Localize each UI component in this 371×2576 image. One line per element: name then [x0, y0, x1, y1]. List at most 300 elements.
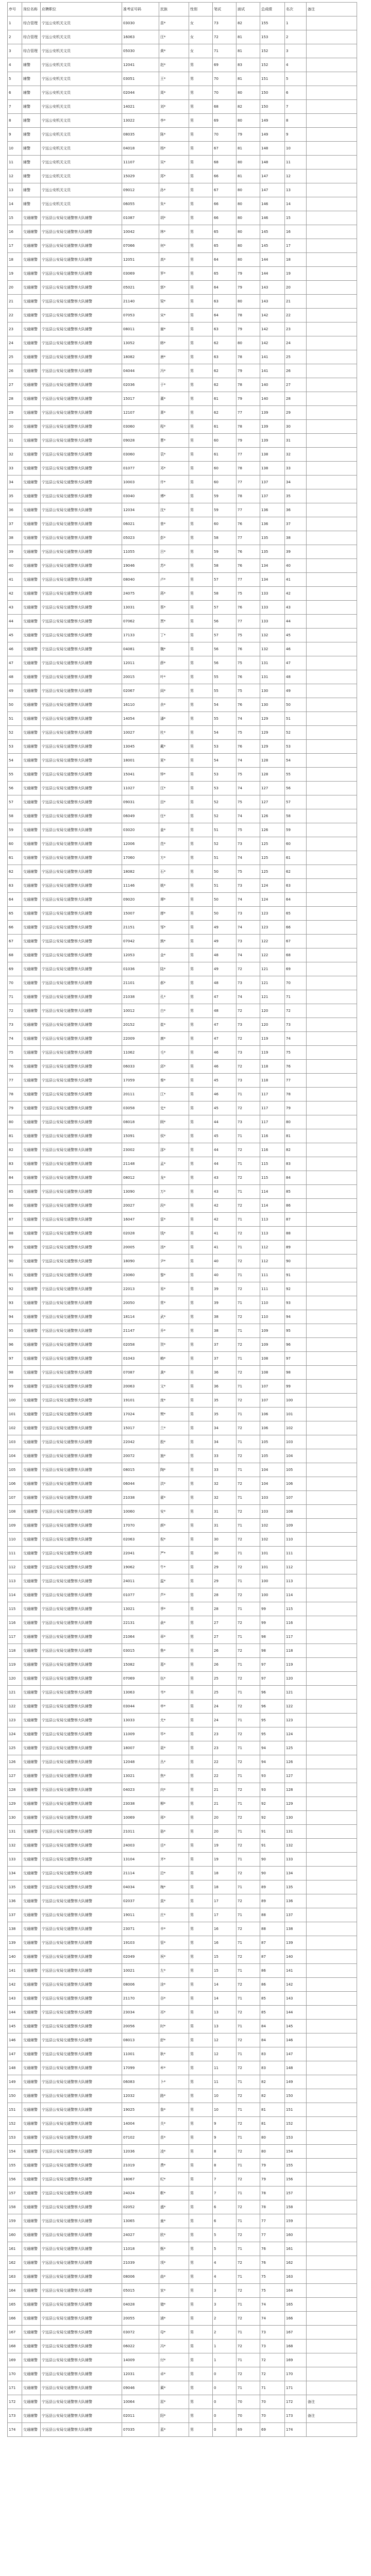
cell-total: 148: [260, 142, 285, 156]
cell-position: 宁远县公安局交通警察大队辅警: [41, 1338, 122, 1352]
cell-total: 142: [260, 309, 285, 323]
cell-interview: 72: [237, 1588, 260, 1602]
cell-rank: 132: [285, 1839, 307, 1853]
cell-index: 68: [8, 948, 22, 962]
cell-interview: 71: [237, 2047, 260, 2061]
cell-exam-number: 23002: [122, 1143, 159, 1157]
cell-post: 交通辅警: [22, 629, 41, 642]
table-row: [8, 170, 357, 183]
cell-ethnicity: 戴*: [159, 740, 189, 754]
cell-rank: 142: [285, 1978, 307, 1992]
cell-interview: 72: [237, 2173, 260, 2187]
cell-post: 交通辅警: [22, 1255, 41, 1268]
cell-ethnicity: 安*: [159, 1505, 189, 1519]
cell-gender: 男: [189, 1060, 213, 1074]
cell-rank: 95: [285, 1324, 307, 1338]
cell-ethnicity: 谢*: [159, 323, 189, 336]
table-row: [8, 1741, 357, 1755]
cell-exam-number: 08015: [122, 1463, 159, 1477]
cell-post: 交通辅警: [22, 740, 41, 754]
cell-exam-number: 24024: [122, 2187, 159, 2200]
cell-post: 交通辅警: [22, 1908, 41, 1922]
cell-interview: 71: [237, 2103, 260, 2117]
cell-index: 53: [8, 740, 22, 754]
table-row: [8, 1922, 357, 1936]
cell-interview: 71: [237, 1880, 260, 1894]
cell-rank: 101: [285, 1408, 307, 1421]
cell-index: 143: [8, 1992, 22, 2006]
cell-position: 宁远县公安局交通警察大队辅警: [41, 1686, 122, 1700]
cell-position: 宁远县公安局交通警察大队辅警: [41, 1477, 122, 1491]
cell-interview: 71: [237, 1268, 260, 1282]
cell-written: 13: [213, 2020, 237, 2033]
cell-exam-number: 21151: [122, 921, 159, 935]
cell-written: 20: [213, 1825, 237, 1839]
cell-written: 1: [213, 2340, 237, 2353]
cell-post: 交通辅警: [22, 2228, 41, 2242]
cell-position: 宁远县公安局交通警察大队辅警: [41, 2187, 122, 2200]
cell-total: 136: [260, 503, 285, 517]
cell-ethnicity: 李*: [159, 114, 189, 128]
cell-remark: [307, 976, 357, 990]
cell-interview: 72: [237, 1477, 260, 1491]
table-row: [8, 865, 357, 879]
cell-gender: 男: [189, 1602, 213, 1616]
cell-interview: 71: [237, 1185, 260, 1199]
cell-exam-number: 19011: [122, 1908, 159, 1922]
cell-remark: [307, 1797, 357, 1811]
cell-exam-number: 18067: [122, 2173, 159, 2187]
cell-position: 宁远县公安局交通警察大队辅警: [41, 1143, 122, 1157]
cell-ethnicity: 凌*: [159, 2145, 189, 2159]
table-row: [8, 211, 357, 225]
cell-rank: 108: [285, 1505, 307, 1519]
cell-written: 52: [213, 837, 237, 851]
cell-written: 46: [213, 1060, 237, 1074]
cell-position: 宁远县公安局交通警察大队辅警: [41, 545, 122, 559]
cell-post: 交通辅警: [22, 1505, 41, 1519]
cell-post: 辅警: [22, 58, 41, 72]
cell-remark: [307, 1491, 357, 1505]
cell-position: 宁远县公安局交通警察大队辅警: [41, 1157, 122, 1171]
cell-remark: [307, 656, 357, 670]
cell-interview: 71: [237, 1463, 260, 1477]
cell-rank: 166: [285, 2312, 307, 2326]
cell-index: 95: [8, 1324, 22, 1338]
cell-exam-number: 08013: [122, 2033, 159, 2047]
cell-total: 79: [260, 2159, 285, 2173]
cell-total: 146: [260, 211, 285, 225]
cell-index: 120: [8, 1672, 22, 1686]
cell-written: 8: [213, 2159, 237, 2173]
cell-position: 宁远县公安局交通警察大队辅警: [41, 2340, 122, 2353]
cell-interview: 71: [237, 1435, 260, 1449]
cell-exam-number: 20111: [122, 1088, 159, 1101]
cell-exam-number: 07066: [122, 239, 159, 253]
cell-exam-number: 12036: [122, 2145, 159, 2159]
cell-written: 69: [213, 114, 237, 128]
cell-rank: 18: [285, 253, 307, 267]
cell-rank: 156: [285, 2173, 307, 2187]
cell-remark: [307, 879, 357, 893]
cell-total: 75: [260, 2284, 285, 2298]
cell-total: 131: [260, 656, 285, 670]
table-row: [8, 2284, 357, 2298]
cell-total: 111: [260, 1282, 285, 1296]
cell-post: 交通辅警: [22, 1018, 41, 1032]
cell-interview: 77: [237, 615, 260, 629]
cell-total: 73: [260, 2326, 285, 2340]
cell-written: 53: [213, 768, 237, 782]
cell-written: 42: [213, 1199, 237, 1213]
cell-ethnicity: 何*: [159, 239, 189, 253]
cell-rank: 138: [285, 1922, 307, 1936]
cell-position: 宁远公安机关文员: [41, 156, 122, 170]
cell-post: 交通辅警: [22, 2340, 41, 2353]
cell-remark: [307, 1394, 357, 1408]
cell-exam-number: 06021: [122, 517, 159, 531]
cell-written: 31: [213, 1519, 237, 1533]
cell-written: 29: [213, 1574, 237, 1588]
cell-interview: 72: [237, 2340, 260, 2353]
cell-gender: 男: [189, 462, 213, 476]
cell-gender: 男: [189, 712, 213, 726]
cell-position: 宁远县公安局交通警察大队辅警: [41, 239, 122, 253]
cell-gender: 男: [189, 851, 213, 865]
table-row: [8, 392, 357, 406]
cell-interview: 76: [237, 601, 260, 615]
cell-exam-number: 01087: [122, 211, 159, 225]
cell-rank: 124: [285, 1727, 307, 1741]
cell-rank: 131: [285, 1825, 307, 1839]
cell-remark: [307, 1310, 357, 1324]
cell-ethnicity: 郝*: [159, 976, 189, 990]
cell-gender: 男: [189, 907, 213, 921]
cell-position: 宁远县公安局交通警察大队辅警: [41, 1922, 122, 1936]
cell-exam-number: 03072: [122, 2326, 159, 2340]
cell-position: 宁远县公安局交通警察大队辅警: [41, 1129, 122, 1143]
cell-gender: 男: [189, 1992, 213, 2006]
cell-gender: 男: [189, 2409, 213, 2423]
cell-index: 73: [8, 1018, 22, 1032]
cell-ethnicity: 邵*: [159, 1143, 189, 1157]
cell-exam-number: 08012: [122, 1171, 159, 1185]
cell-exam-number: 17059: [122, 1074, 159, 1088]
cell-written: 65: [213, 239, 237, 253]
cell-rank: 42: [285, 587, 307, 601]
cell-gender: 男: [189, 670, 213, 684]
cell-total: 113: [260, 1213, 285, 1227]
cell-rank: 149: [285, 2075, 307, 2089]
cell-rank: 57: [285, 795, 307, 809]
cell-post: 交通辅警: [22, 392, 41, 406]
cell-written: 22: [213, 1755, 237, 1769]
cell-exam-number: 23038: [122, 1797, 159, 1811]
cell-interview: 72: [237, 2006, 260, 2020]
cell-exam-number: 02049: [122, 1950, 159, 1964]
cell-index: 41: [8, 573, 22, 587]
cell-rank: 162: [285, 2256, 307, 2270]
cell-rank: 61: [285, 851, 307, 865]
cell-index: 151: [8, 2103, 22, 2117]
cell-index: 126: [8, 1755, 22, 1769]
cell-position: 宁远县公安局交通警察大队辅警: [41, 2006, 122, 2020]
cell-written: 2: [213, 2326, 237, 2340]
cell-ethnicity: 谭*: [159, 893, 189, 907]
cell-total: 93: [260, 1769, 285, 1783]
cell-rank: 68: [285, 948, 307, 962]
cell-ethnicity: 管*: [159, 1936, 189, 1950]
cell-remark: [307, 726, 357, 740]
cell-gender: 男: [189, 809, 213, 823]
cell-written: 51: [213, 823, 237, 837]
cell-interview: 80: [237, 253, 260, 267]
cell-index: 142: [8, 1978, 22, 1992]
cell-position: 宁远县公安局交通警察大队辅警: [41, 225, 122, 239]
cell-total: 108: [260, 1366, 285, 1380]
table-row: [8, 1992, 357, 2006]
cell-ethnicity: 汪*: [159, 30, 189, 44]
cell-total: 117: [260, 1115, 285, 1129]
cell-position: 宁远县公安局交通警察大队辅警: [41, 1616, 122, 1630]
cell-index: 50: [8, 698, 22, 712]
cell-post: 交通辅警: [22, 2326, 41, 2340]
cell-gender: 男: [189, 1519, 213, 1533]
cell-post: 交通辅警: [22, 809, 41, 823]
cell-remark: [307, 1644, 357, 1658]
cell-index: 82: [8, 1143, 22, 1157]
cell-index: 20: [8, 281, 22, 295]
cell-exam-number: 04044: [122, 364, 159, 378]
cell-remark: [307, 2020, 357, 2033]
cell-exam-number: 08006: [122, 2270, 159, 2284]
table-row: [8, 754, 357, 768]
cell-post: 交通辅警: [22, 489, 41, 503]
cell-post: 交通辅警: [22, 1547, 41, 1561]
cell-exam-number: 07087: [122, 1366, 159, 1380]
cell-post: 交通辅警: [22, 2409, 41, 2423]
cell-written: 31: [213, 1505, 237, 1519]
cell-post: 辅警: [22, 183, 41, 197]
cell-exam-number: 04034: [122, 1880, 159, 1894]
cell-ethnicity: 樊*: [159, 1408, 189, 1421]
cell-index: 157: [8, 2187, 22, 2200]
cell-position: 宁远县公安局交通警察大队辅警: [41, 962, 122, 976]
table-row: [8, 2089, 357, 2103]
cell-gender: 男: [189, 267, 213, 281]
cell-rank: 45: [285, 629, 307, 642]
cell-gender: 男: [189, 1616, 213, 1630]
cell-rank: 41: [285, 573, 307, 587]
cell-gender: 男: [189, 2117, 213, 2131]
cell-post: 辅警: [22, 142, 41, 156]
cell-index: 156: [8, 2173, 22, 2187]
cell-written: 70: [213, 128, 237, 142]
table-row: [8, 72, 357, 86]
cell-index: 7: [8, 100, 22, 114]
cell-rank: 168: [285, 2340, 307, 2353]
cell-index: 170: [8, 2367, 22, 2381]
cell-exam-number: 12053: [122, 948, 159, 962]
cell-ethnicity: 阎*: [159, 684, 189, 698]
cell-gender: 男: [189, 100, 213, 114]
cell-interview: 74: [237, 851, 260, 865]
cell-gender: 男: [189, 1199, 213, 1213]
cell-exam-number: 05023: [122, 531, 159, 545]
cell-ethnicity: 唐*: [159, 350, 189, 364]
cell-exam-number: 17060: [122, 851, 159, 865]
cell-gender: 男: [189, 2020, 213, 2033]
cell-interview: 72: [237, 2228, 260, 2242]
cell-position: 宁远县公安局交通警察大队辅警: [41, 1908, 122, 1922]
table-row: [8, 1950, 357, 1964]
cell-index: 90: [8, 1255, 22, 1268]
cell-interview: 72: [237, 1449, 260, 1463]
cell-ethnicity: 申*: [159, 1700, 189, 1714]
table-row: [8, 559, 357, 573]
cell-ethnicity: 时*: [159, 2020, 189, 2033]
cell-exam-number: 08040: [122, 573, 159, 587]
cell-ethnicity: 贾*: [159, 615, 189, 629]
table-row: [8, 253, 357, 267]
cell-position: 宁远县公安局交通警察大队辅警: [41, 2103, 122, 2117]
cell-ethnicity: 童*: [159, 2214, 189, 2228]
cell-position: 宁远县公安局交通警察大队辅警: [41, 1213, 122, 1227]
cell-position: 宁远公安机关文员: [41, 114, 122, 128]
cell-post: 交通辅警: [22, 2033, 41, 2047]
cell-index: 62: [8, 865, 22, 879]
cell-index: 103: [8, 1435, 22, 1449]
table-row: [8, 2228, 357, 2242]
cell-post: 交通辅警: [22, 2075, 41, 2089]
cell-position: 宁远县公安局交通警察大队辅警: [41, 2228, 122, 2242]
cell-post: 交通辅警: [22, 1143, 41, 1157]
cell-remark: [307, 2256, 357, 2270]
cell-rank: 12: [285, 170, 307, 183]
cell-written: 28: [213, 1588, 237, 1602]
cell-written: 16: [213, 1922, 237, 1936]
cell-interview: 75: [237, 823, 260, 837]
cell-position: 宁远县公安局交通警察大队辅警: [41, 517, 122, 531]
cell-total: 136: [260, 517, 285, 531]
cell-post: 交通辅警: [22, 476, 41, 489]
cell-ethnicity: 熊*: [159, 935, 189, 948]
cell-post: 交通辅警: [22, 698, 41, 712]
cell-rank: 15: [285, 211, 307, 225]
cell-remark: [307, 754, 357, 768]
cell-remark: [307, 1324, 357, 1338]
cell-interview: 74: [237, 921, 260, 935]
cell-written: 37: [213, 1338, 237, 1352]
cell-gender: 男: [189, 2200, 213, 2214]
cell-gender: 男: [189, 1588, 213, 1602]
cell-exam-number: 20056: [122, 2020, 159, 2033]
cell-index: 83: [8, 1157, 22, 1171]
cell-position: 宁远县公安局交通警察大队辅警: [41, 782, 122, 795]
cell-position: 宁远县公安局交通警察大队辅警: [41, 1310, 122, 1324]
cell-total: 101: [260, 1561, 285, 1574]
table-row: [8, 1324, 357, 1338]
cell-ethnicity: 邱*: [159, 1060, 189, 1074]
table-row: [8, 1616, 357, 1630]
cell-gender: 男: [189, 2312, 213, 2326]
cell-post: 交通辅警: [22, 2200, 41, 2214]
cell-interview: 73: [237, 976, 260, 990]
cell-interview: 74: [237, 712, 260, 726]
cell-interview: 73: [237, 1018, 260, 1032]
table-row: [8, 1310, 357, 1324]
cell-gender: 男: [189, 1018, 213, 1032]
cell-exam-number: 22042: [122, 1435, 159, 1449]
cell-gender: 男: [189, 1811, 213, 1825]
cell-interview: 72: [237, 1755, 260, 1769]
cell-post: 交通辅警: [22, 2089, 41, 2103]
table-row: [8, 670, 357, 684]
cell-written: 64: [213, 253, 237, 267]
cell-post: 交通辅警: [22, 948, 41, 962]
cell-written: 23: [213, 1727, 237, 1741]
cell-post: 交通辅警: [22, 1088, 41, 1101]
cell-interview: 80: [237, 336, 260, 350]
cell-position: 宁远县公安局交通警察大队辅警: [41, 1588, 122, 1602]
cell-written: 38: [213, 1310, 237, 1324]
cell-post: 交通辅警: [22, 2145, 41, 2159]
cell-written: 51: [213, 851, 237, 865]
cell-rank: 129: [285, 1797, 307, 1811]
cell-position: 宁远县公安局交通警察大队辅警: [41, 2089, 122, 2103]
cell-ethnicity: 曾*: [159, 517, 189, 531]
cell-written: 66: [213, 197, 237, 211]
cell-written: 58: [213, 531, 237, 545]
cell-post: 综合管理: [22, 16, 41, 30]
cell-index: 70: [8, 976, 22, 990]
cell-written: 23: [213, 1741, 237, 1755]
cell-total: 130: [260, 684, 285, 698]
cell-total: 91: [260, 1825, 285, 1839]
cell-position: 宁远县公安局交通警察大队辅警: [41, 476, 122, 489]
cell-rank: 159: [285, 2214, 307, 2228]
cell-total: 133: [260, 601, 285, 615]
cell-post: 交通辅警: [22, 907, 41, 921]
cell-total: 107: [260, 1380, 285, 1394]
cell-gender: 男: [189, 1241, 213, 1255]
table-row: [8, 893, 357, 907]
cell-gender: 男: [189, 976, 213, 990]
cell-index: 24: [8, 336, 22, 350]
cell-ethnicity: 钱*: [159, 1227, 189, 1241]
cell-rank: 172: [285, 2395, 307, 2409]
cell-index: 72: [8, 1004, 22, 1018]
cell-interview: 74: [237, 782, 260, 795]
cell-exam-number: 08018: [122, 1115, 159, 1129]
table-row: [8, 795, 357, 809]
cell-interview: 78: [237, 378, 260, 392]
cell-total: 148: [260, 156, 285, 170]
cell-ethnicity: 刘*: [159, 100, 189, 114]
cell-rank: 37: [285, 517, 307, 531]
cell-gender: 男: [189, 2228, 213, 2242]
cell-exam-number: 20055: [122, 2312, 159, 2326]
table-row: [8, 462, 357, 476]
cell-written: 66: [213, 170, 237, 183]
cell-post: 交通辅警: [22, 1616, 41, 1630]
cell-ethnicity: 崔*: [159, 1018, 189, 1032]
cell-gender: 男: [189, 1853, 213, 1867]
cell-index: 64: [8, 893, 22, 907]
cell-ethnicity: 费*: [159, 2159, 189, 2173]
cell-interview: 72: [237, 2117, 260, 2131]
cell-post: 交通辅警: [22, 1324, 41, 1338]
